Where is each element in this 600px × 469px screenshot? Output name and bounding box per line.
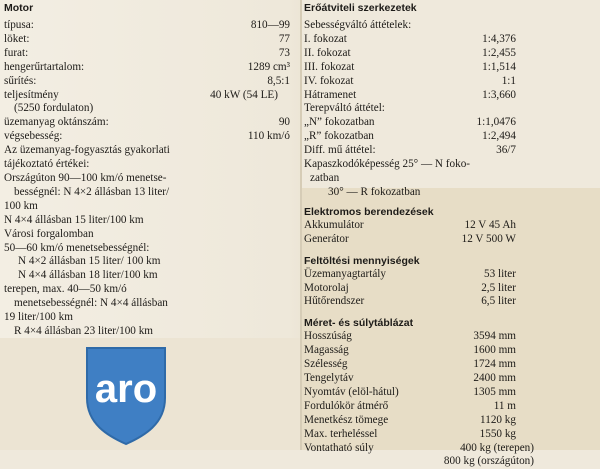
fill-row (304, 282, 516, 296)
dim-label: Nyomtáv (elöl-hátul) (304, 385, 399, 398)
terrain-row-label: Diff. mű áttétel: (304, 144, 376, 157)
spec-row (4, 47, 290, 61)
left-column (4, 2, 298, 339)
dim-value: 1305 mm (473, 385, 516, 398)
terrain-label: Terepváltó áttétel: (304, 102, 385, 115)
terrain-row-label: „R” fokozatban (304, 130, 374, 143)
rpm-note: (5250 fordulaton) (14, 102, 94, 115)
dim-value: 1550 kg (479, 427, 516, 440)
dim-row (304, 344, 516, 358)
spec-row (4, 19, 290, 33)
dim-value: 2400 mm (473, 372, 516, 385)
dim-value: 11 m (493, 399, 516, 412)
spec-label: típusa: (4, 19, 34, 31)
power-row (4, 89, 290, 103)
gear-value: 1:2,455 (482, 46, 516, 59)
consumption-line: 50—60 km/ó menetsebességnél: (4, 241, 150, 254)
speed-row (4, 130, 290, 144)
climb-line: 30° — R fokozatban (328, 185, 421, 198)
octane-value: 90 (278, 116, 290, 129)
climb-line: Kapaszkodóképesség 25° — N foko- (304, 158, 471, 171)
logo-text: aro (94, 367, 158, 411)
dim-value: 1120 kg (480, 413, 516, 426)
consumption-line: tájékoztató értékei: (4, 158, 90, 171)
tow-value: 800 kg (országúton) (443, 455, 534, 468)
dim-row (304, 386, 516, 400)
gear-row (304, 47, 516, 61)
dim-label: Hosszúság (304, 330, 352, 343)
climb-line: zatban (310, 171, 340, 184)
spec-row (4, 33, 290, 47)
octane-row (4, 116, 290, 130)
power-value: 40 kW (54 LE) (210, 88, 278, 101)
consumption-line: terepen, max. 40—50 km/ó (4, 283, 127, 296)
dim-row (304, 414, 516, 428)
spec-value: 73 (278, 46, 290, 59)
gear-row (304, 75, 516, 89)
spec-value: 77 (278, 32, 290, 45)
fill-label: Hűtőrendszer (304, 295, 365, 308)
tow-value: 400 kg (terepen) (460, 441, 534, 454)
dim-row (304, 358, 516, 372)
consumption-line: 19 liter/100 km (4, 311, 73, 324)
gear-label: I. fokozat (304, 32, 347, 45)
fill-row (304, 295, 516, 309)
spec-value: 810—99 (250, 19, 290, 31)
dim-label: Szélesség (304, 358, 348, 371)
gear-label: III. fokozat (304, 60, 355, 73)
gear-label: IV. fokozat (304, 74, 354, 87)
electric-label: Generátor (304, 232, 349, 245)
spec-label: löket: (4, 32, 30, 45)
electric-row (304, 233, 516, 247)
terrain-row (304, 116, 516, 130)
tow-row (304, 442, 534, 456)
terrain-row-value: 1:1,0476 (476, 116, 516, 129)
consumption-line: bességnél: N 4×2 állásban 13 liter/ (14, 185, 170, 198)
fill-row (304, 268, 516, 282)
gearbox-label: Sebességváltó áttételek: (304, 19, 412, 31)
tow-label: Vontatható súly (304, 441, 374, 454)
gear-label: II. fokozat (304, 46, 351, 59)
tow-row-2 (304, 455, 534, 469)
dim-label: Menetkész tömege (304, 413, 389, 426)
electrical-heading: Elektromos berendezések (304, 205, 434, 218)
spec-row (4, 61, 290, 75)
dim-row (304, 372, 516, 386)
gear-value: 1:1,514 (482, 60, 516, 73)
gear-label: Hátramenet (304, 88, 357, 101)
gear-row (304, 33, 516, 47)
terrain-row-label: „N” fokozatban (304, 116, 375, 129)
gear-row (304, 61, 516, 75)
motor-heading: Motor (4, 2, 34, 14)
dim-row (304, 330, 516, 344)
fill-value: 53 liter (483, 267, 516, 280)
spec-value: 1289 cm³ (247, 60, 290, 73)
spec-value: 8,5:1 (267, 74, 290, 87)
gear-row (304, 89, 516, 103)
power-transmission-heading: Erőátviteli szerkezetek (304, 2, 417, 14)
aro-logo (84, 346, 168, 446)
gear-value: 1:4,376 (482, 32, 516, 45)
dim-label: Max. terheléssel (304, 427, 378, 440)
dim-row (304, 400, 516, 414)
fill-quantities-heading: Feltöltési mennyiségek (304, 254, 420, 267)
electric-value: 12 V 45 Ah (464, 218, 516, 231)
gear-value: 1:3,660 (482, 88, 516, 101)
electric-value: 12 V 500 W (461, 232, 516, 245)
consumption-line: N 4×4 állásban 18 liter/100 km (18, 269, 158, 282)
fill-value: 2,5 liter (481, 281, 516, 294)
gear-value: 1:1 (501, 74, 516, 87)
dim-label: Tengelytáv (304, 372, 354, 385)
fill-value: 6,5 liter (481, 295, 516, 308)
consumption-line: menetsebességnél: N 4×4 állásban (14, 297, 168, 310)
spec-label: sűrítés: (4, 74, 37, 87)
dimensions-heading: Méret- és súlytáblázat (304, 317, 414, 330)
terrain-row (304, 144, 516, 158)
terrain-row (304, 130, 516, 144)
consumption-line: Országúton 90—100 km/ó menetse- (4, 171, 167, 184)
dim-value: 1600 mm (473, 344, 516, 357)
column-divider (300, 0, 302, 450)
power-label: teljesítmény (4, 88, 59, 101)
spec-row (4, 75, 290, 89)
consumption-line: 100 km (4, 199, 38, 212)
dim-label: Magasság (304, 344, 349, 357)
octane-label: üzemanyag oktánszám: (4, 116, 109, 129)
dim-row (304, 428, 516, 442)
spec-label: hengerűrtartalom: (4, 60, 85, 73)
consumption-line: N 4×2 állásban 15 liter/ 100 km (18, 255, 161, 268)
spec-label: furat: (4, 46, 29, 59)
consumption-line: Városi forgalomban (4, 227, 94, 240)
dim-value: 3594 mm (473, 330, 516, 343)
electric-label: Akkumulátor (304, 218, 364, 231)
dim-label: Fordulókör átmérő (304, 399, 389, 412)
electric-row (304, 219, 516, 233)
terrain-row-value: 1:2,494 (482, 130, 516, 143)
consumption-line: Az üzemanyag-fogyasztás gyakorlati (4, 144, 170, 157)
consumption-line: R 4×4 állásban 23 liter/100 km (14, 324, 153, 337)
terrain-row-value: 36/7 (496, 144, 516, 157)
speed-value: 110 km/ó (247, 130, 290, 143)
fill-label: Motorolaj (304, 281, 349, 294)
consumption-line: N 4×4 állásban 15 liter/100 km (4, 213, 144, 226)
dim-value: 1724 mm (473, 358, 516, 371)
fill-label: Üzemanyagtartály (304, 267, 386, 280)
speed-label: végsebesség: (4, 130, 63, 143)
right-column (304, 2, 596, 469)
